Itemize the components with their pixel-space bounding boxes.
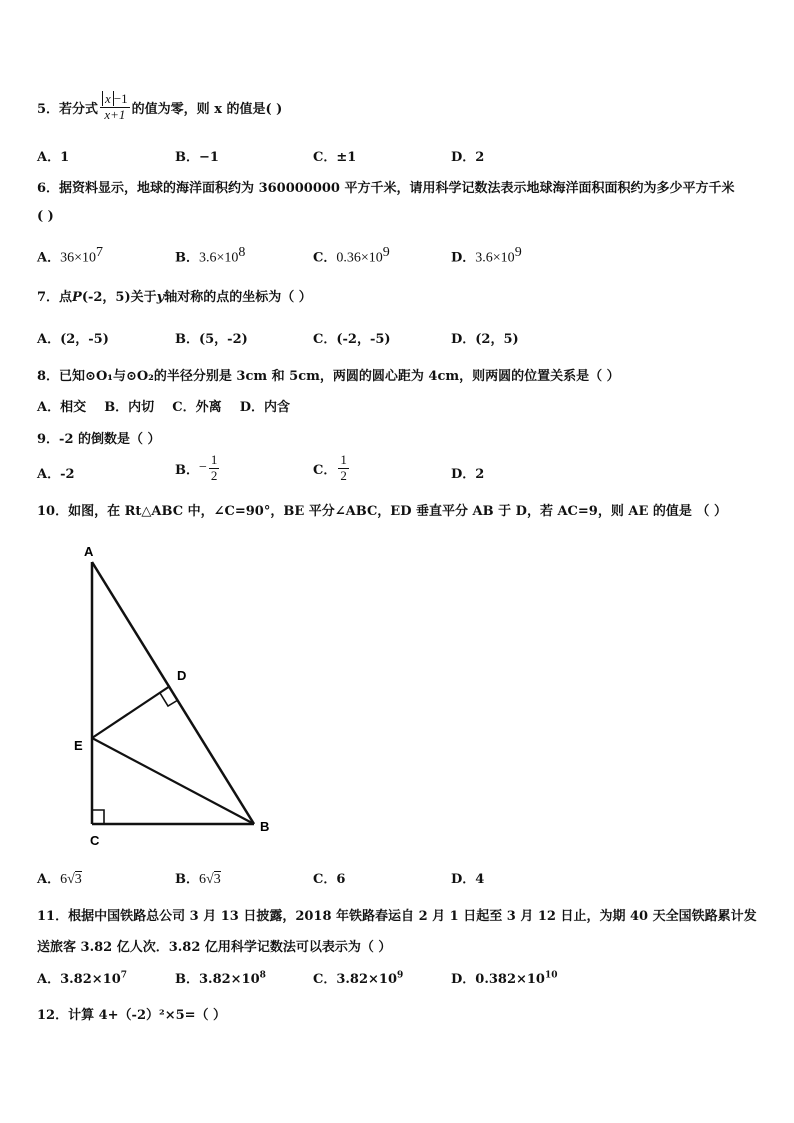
q5-suffix: 的值为零，则 x 的值是( ) [131,101,283,117]
q6-option-b: B．$3.6\times 10^8$ [175,245,246,266]
q6-option-a: A．$36\times 10^7$ [37,245,103,266]
label-d: D [177,668,187,683]
q11-option-a: A．$3.82\times 10^7$ [37,970,128,987]
label-a: A [84,544,94,559]
q5-num-rest: −1 [113,91,128,106]
q10-option-c: C．6 [313,872,346,887]
q10-option-a: A．6√3 [37,872,82,887]
label-b: B [260,819,270,834]
question-11-line-2: 送旅客 3.82 亿人次．3.82 亿用科学记数法可以表示为（ ） [37,940,392,955]
q5-abs-x: x [102,91,114,106]
question-9: 9．-2 的倒数是（ ） [37,432,161,447]
q9-option-d: D．2 [451,467,485,482]
segment-ab [92,562,254,824]
sqrt-icon: √ [206,872,214,887]
q5-prefix: 5．若分式 [37,101,99,117]
question-12: 12．计算 4+（-2）²×5=（ ） [37,1008,227,1023]
q9-option-a: A．-2 [37,467,75,482]
q5-denominator: x+1 [104,106,126,122]
q5-option-b: B．−1 [175,150,219,165]
label-e: E [74,738,83,753]
segment-eb [92,738,254,824]
q6-paren: ( ) [37,209,54,224]
q8-options: A．相交 B．内切 C．外离 D．内含 [37,400,291,415]
question-6: 6．据资料显示，地球的海洋面积约为 360000000 平方千米，请用科学记数法表示地球海洋面积面积约为多少平方千米 [37,181,735,196]
sqrt-icon: √ [67,872,75,887]
q11-option-d: D．$0.382\times 10^{10}$ [451,970,558,987]
triangle-figure [70,538,290,850]
q11-option-b: B．$3.82\times 10^8$ [175,970,266,987]
q7-option-d: D．(2，5) [451,332,519,347]
question-5 [37,92,282,123]
q9-option-b: B． − $\frac{1}{2}$ [175,452,218,483]
q5-option-a: A．1 [37,150,70,165]
question-8: 8．已知⊙O₁与⊙O₂的半径分别是 3cm 和 5cm，两圆的圆心距为 4cm，则两圆的位置关系是（ ） [37,369,620,384]
question-7: 7．点P(-2，5)关于y轴对称的点的坐标为（ ） [37,290,312,305]
question-11-line-1: 11．根据中国铁路总公司 3 月 13 日披露，2018 年铁路春运自 2 月 1 日起至 3 月 12 日止，为期 40 天全国铁路累计发 [37,909,757,924]
q6-option-c: C．$0.36\times 10^9$ [313,245,390,266]
segment-ed [92,686,170,738]
right-angle-mark-c [92,810,104,824]
q5-option-c: C．±1 [313,150,357,165]
label-c: C [90,833,100,848]
q7-option-a: A．(2，-5) [37,332,109,347]
q5-fraction [100,92,130,123]
q10-option-b: B．6√3 [175,872,221,887]
q9-option-c: C． $\frac{1}{2}$ [313,452,347,483]
q7-option-b: B．(5，-2) [175,332,248,347]
q7-option-c: C．(-2，-5) [313,332,391,347]
q6-option-d: D．$3.6\times 10^9$ [451,245,522,266]
question-10: 10．如图，在 Rt△ABC 中，∠C=90°，BE 平分∠ABC，ED 垂直平分 AB 于 D，若 AC=9，则 AE 的值是 （ ） [37,504,727,519]
q10-option-d: D．4 [451,872,485,887]
q5-option-d: D．2 [451,150,485,165]
q11-option-c: C．$3.82\times 10^9$ [313,970,404,987]
